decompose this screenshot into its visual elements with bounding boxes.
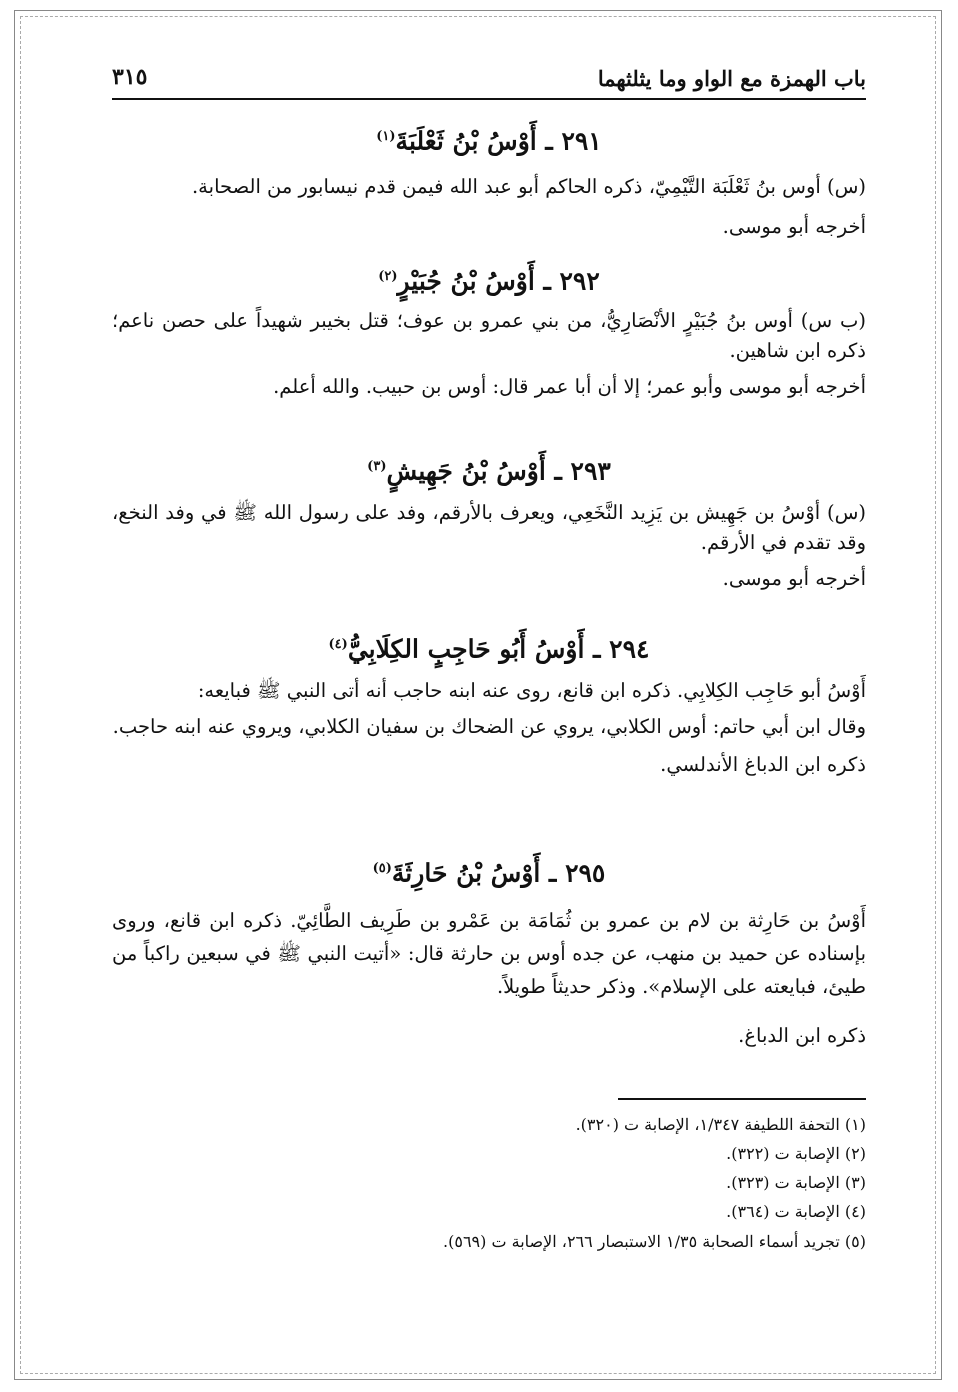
entry-paragraph: أَوْسُ أبو حَاجِب الكِلابِي. ذكره ابن قانع، روى عنه ابنه حاجب أنه أتى النبي ﷺ فبايعه: (197, 679, 866, 702)
entry-heading: ٢٩٢ ـ أَوْسُ بْنُ جُبَيْرٍ$^{(٢)}$ (378, 266, 600, 296)
footnote-ref: (٢) (378, 269, 398, 284)
entry-paragraph: أخرجه أبو موسى. (722, 567, 866, 590)
footnote-item: (٥) تجريد أسماء الصحابة ١/٣٥ الاستبصار ٢٦٦، الإصابة ت (٥٦٩). (443, 1232, 866, 1251)
footnote-ref: (١) (376, 129, 396, 144)
footnote-ref: (٤) (328, 637, 348, 652)
entry-292 (112, 258, 866, 402)
entry-paragraph: أَوْسُ بن حَارِثة بن لام بن عمرو بن ثُمَامَة بن عَمْرو بن طَرِيف الطَّائِيّ. ذكره ابن قانع، وروى بإسناده عن حميد بن منهب، عن جده أوس بن حارثة قال: «أتيت النبي ﷺ في سبعين راكباً من طيئ، فبايعته على الإسلام». وذكر حديثاً طويلاً. (112, 909, 866, 998)
entry-heading: ٢٩١ ـ أَوْسُ بْنُ ثَعْلَبَةَ$^{(١)}$ (376, 126, 602, 156)
entry-paragraph: أخرجه أبو موسى. (722, 215, 866, 238)
entry-paragraph: (س) أوْسُ بن جَهِيش بن يَزِيد النَّخَعِي، ويعرف بالأرقم، وفد على رسول الله ﷺ في وفد النخع، وقد تقدم في الأرقم. (112, 501, 866, 554)
entry-paragraph: ذكره ابن الدباغ الأندلسي. (660, 753, 866, 776)
chapter-title: باب الهمزة مع الواو وما يثلثهما (597, 66, 866, 91)
entry-paragraph: ذكره ابن الدباغ. (738, 1024, 866, 1047)
book-page (112, 58, 866, 1338)
footnote-item: (٤) الإصابة ت (٣٦٤). (726, 1202, 866, 1221)
running-header (112, 58, 866, 100)
entry-paragraph: وقال ابن أبي حاتم: أوس الكلابي، يروي عن الضحاك بن سفيان الكلابي، ويروي عنه ابنه حاجب. (112, 715, 866, 738)
footnote-rule (618, 1098, 866, 1100)
footnote-ref: (٣) (367, 459, 387, 474)
entry-paragraph: (س) أوس بنُ ثَعْلَبَة التَّيْمِيّ، ذكره الحاكم أبو عبد الله فيمن قدم نيسابور من الصحابة. (191, 175, 866, 198)
page-number: ٣١٥ (112, 64, 148, 90)
footnote-item: (١) التحفة اللطيفة ١/٣٤٧، الإصابة ت (٣٢٠). (575, 1115, 866, 1134)
entry-293 (112, 448, 866, 594)
entry-heading: ٢٩٣ ـ أَوْسُ بْنُ جَهِيشٍ$^{(٣)}$ (367, 456, 611, 486)
footnote-item: (٢) الإصابة ت (٣٢٢). (726, 1144, 866, 1163)
entry-295 (112, 850, 866, 1051)
entry-heading: ٢٩٤ ـ أَوْسُ أَبُو حَاجِبٍ الكِلَابِيُّ$^{(٤)}$ (328, 634, 650, 664)
footnote-item: (٣) الإصابة ت (٣٢٣). (726, 1173, 866, 1192)
entry-paragraph: (ب س) أوس بنُ جُبَيْرٍ الأنْصَارِيُّ، من بني عمرو بن عوف؛ قتل بخيبر شهيداً على حصن ناعم؛ ذكره ابن شاهين. (112, 309, 866, 362)
footnote-ref: (٥) (372, 861, 392, 876)
entry-heading: ٢٩٥ ـ أَوْسُ بْنُ حَارِثَةَ$^{(٥)}$ (372, 858, 606, 888)
entry-paragraph: أخرجه أبو موسى وأبو عمر؛ إلا أن أبا عمر قال: أوس بن حبيب. والله أعلم. (273, 375, 866, 398)
entry-291 (112, 118, 866, 242)
entry-294 (112, 626, 866, 780)
